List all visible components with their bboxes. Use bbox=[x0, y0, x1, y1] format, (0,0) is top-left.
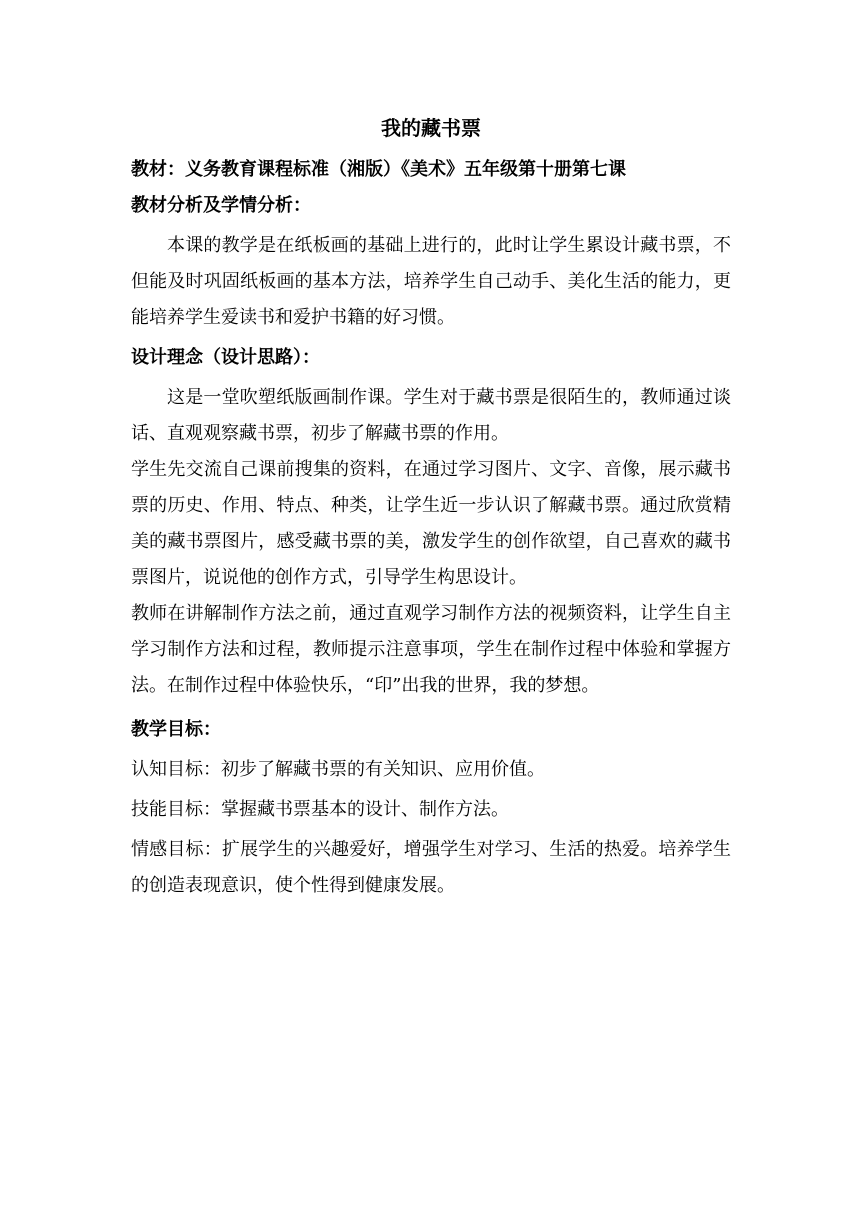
textbook-line: 教材：义务教育课程标准（湘版）《美术》五年级第十册第七课 bbox=[131, 159, 626, 180]
design-paragraph-3: 教师在讲解制作方法之前，通过直观学习制作方法的视频资料，让学生自主学习制作方法和过程，教师提示注意事项，学生在制作过程中体验和掌握方法。在制作过程中体验快乐，“印”出我的世界，我的梦想。 bbox=[131, 603, 731, 696]
design-heading: 设计理念（设计思路）： bbox=[131, 347, 320, 368]
goal-cognitive: 认知目标：初步了解藏书票的有关知识、应用价值。 bbox=[131, 759, 545, 780]
goals-heading: 教学目标： bbox=[131, 719, 221, 740]
design-paragraph-2: 学生先交流自己课前搜集的资料，在通过学习图片、文字、音像，展示藏书票的历史、作用、特点、种类，让学生近一步认识了解藏书票。通过欣赏精美的藏书票图片，感受藏书票的美，激发学生的创作欲望，自己喜欢的藏书票图片，说说他的创作方式，引导学生构思设计。 bbox=[131, 459, 731, 588]
goal-emotion: 情感目标：扩展学生的兴趣爱好，增强学生对学习、生活的热爱。培养学生的创造表现意识，使个性得到健康发展。 bbox=[131, 839, 731, 896]
document-title: 我的藏书票 bbox=[381, 116, 481, 140]
document-page bbox=[131, 108, 731, 904]
goal-skill: 技能目标：掌握藏书票基本的设计、制作方法。 bbox=[131, 799, 509, 820]
analysis-paragraph: 本课的教学是在纸板画的基础上进行的，此时让学生累设计藏书票，不但能及时巩固纸板画的基本方法，培养学生自己动手、美化生活的能力，更能培养学生爱读书和爱护书籍的好习惯。 bbox=[131, 235, 731, 328]
design-paragraph-1: 这是一堂吹塑纸版画制作课。学生对于藏书票是很陌生的，教师通过谈话、直观观察藏书票，初步了解藏书票的作用。 bbox=[131, 387, 731, 444]
analysis-heading: 教材分析及学情分析： bbox=[131, 195, 311, 216]
